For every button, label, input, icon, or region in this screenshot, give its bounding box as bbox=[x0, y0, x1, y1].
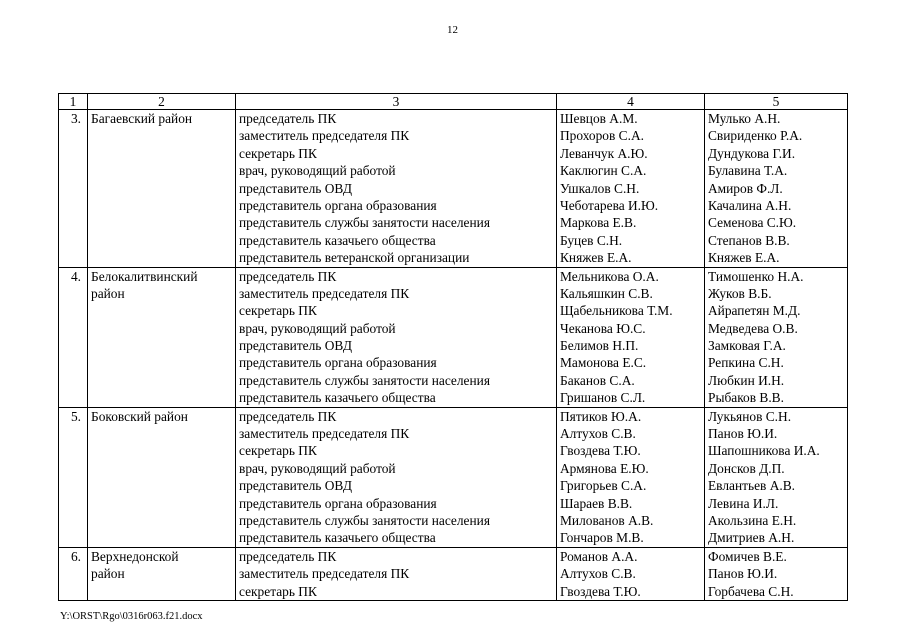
position-title: председатель ПК bbox=[239, 548, 337, 564]
commission-table bbox=[58, 93, 848, 601]
member-name: Ушкалов С.Н. bbox=[560, 180, 640, 196]
page-number: 12 bbox=[447, 24, 458, 36]
district-cell bbox=[88, 267, 236, 407]
reserve-member-name: Дмитриев А.Н. bbox=[708, 530, 795, 546]
member-name: Буцев С.Н. bbox=[560, 232, 623, 248]
member-name: Маркова Е.В. bbox=[560, 215, 637, 231]
position-title: представитель службы занятости населения bbox=[239, 512, 490, 528]
district-name: район bbox=[91, 566, 125, 582]
members-col4-cell bbox=[557, 547, 705, 600]
position-title: представитель органа образования bbox=[239, 197, 437, 213]
positions-cell bbox=[236, 547, 557, 600]
position-title: секретарь ПК bbox=[239, 583, 317, 599]
position-title: представитель службы занятости населения bbox=[239, 215, 490, 231]
district-cell bbox=[88, 407, 236, 547]
file-path-footer: Y:\ORST\Rgo\0316r063.f21.docx bbox=[60, 611, 203, 622]
member-name: Прохоров С.А. bbox=[560, 128, 644, 144]
member-name: Шараев В.В. bbox=[560, 495, 633, 511]
row-number-cell bbox=[59, 547, 88, 600]
member-name: Чеканова Ю.С. bbox=[560, 320, 646, 336]
members-col4-cell bbox=[557, 267, 705, 407]
position-title: заместитель председателя ПК bbox=[239, 285, 410, 301]
reserve-member-name: Медведева О.В. bbox=[708, 320, 798, 336]
position-title: заместитель председателя ПК bbox=[239, 426, 410, 442]
reserve-member-name: Замковая Г.А. bbox=[708, 338, 786, 354]
members-col5-cell bbox=[705, 267, 848, 407]
position-title: представитель ветеранской организации bbox=[239, 250, 470, 266]
reserve-member-name: Свириденко Р.А. bbox=[708, 128, 803, 144]
reserve-member-name: Мулько А.Н. bbox=[708, 111, 781, 126]
row-number: 4. bbox=[70, 268, 81, 284]
table-row bbox=[59, 407, 848, 547]
members-col5-cell bbox=[705, 547, 848, 600]
position-title: представитель казачьего общества bbox=[239, 390, 436, 406]
positions-cell bbox=[236, 267, 557, 407]
reserve-member-name: Жуков В.Б. bbox=[708, 285, 772, 301]
position-title: заместитель председателя ПК bbox=[239, 128, 410, 144]
position-title: представитель казачьего общества bbox=[239, 232, 436, 248]
position-title: представитель органа образования bbox=[239, 495, 437, 511]
header-cell-3: 3 bbox=[236, 94, 557, 110]
header-cell-1: 1 bbox=[59, 94, 88, 110]
position-title: врач, руководящий работой bbox=[239, 320, 396, 336]
reserve-member-name: Айрапетян М.Д. bbox=[708, 303, 801, 319]
member-name: Алтухов С.В. bbox=[560, 566, 636, 582]
members-col5-cell bbox=[705, 407, 848, 547]
member-name: Белимов Н.П. bbox=[560, 338, 639, 354]
reserve-member-name: Панов Ю.И. bbox=[708, 566, 778, 582]
table-row bbox=[59, 267, 848, 407]
member-name: Щабельникова Т.М. bbox=[560, 303, 673, 319]
table-row bbox=[59, 547, 848, 600]
district-name: Боковский район bbox=[91, 408, 188, 424]
member-name: Романов А.А. bbox=[560, 548, 638, 564]
position-title: представитель ОВД bbox=[239, 478, 352, 494]
row-number: 5. bbox=[70, 408, 81, 424]
reserve-member-name: Тимошенко Н.А. bbox=[708, 268, 804, 284]
position-title: председатель ПК bbox=[239, 408, 337, 424]
district-name: Багаевский район bbox=[91, 111, 193, 126]
district-name: район bbox=[91, 285, 125, 301]
member-name: Мамонова Е.С. bbox=[560, 355, 647, 371]
member-name: Армянова Е.Ю. bbox=[560, 460, 649, 476]
member-name: Мельникова О.А. bbox=[560, 268, 659, 284]
member-name: Каклюгин С.А. bbox=[560, 163, 647, 179]
reserve-member-name: Евлантьев А.В. bbox=[708, 478, 795, 494]
reserve-member-name: Акользина Е.Н. bbox=[708, 512, 797, 528]
reserve-member-name: Репкина С.Н. bbox=[708, 355, 784, 371]
table-header-row bbox=[59, 94, 848, 110]
reserve-member-name: Амиров Ф.Л. bbox=[708, 180, 783, 196]
member-name: Чеботарева И.Ю. bbox=[560, 197, 659, 213]
reserve-member-name: Шапошникова И.А. bbox=[708, 443, 820, 459]
positions-cell bbox=[236, 110, 557, 268]
member-name: Кальяшкин С.В. bbox=[560, 285, 653, 301]
reserve-member-name: Степанов В.В. bbox=[708, 232, 790, 248]
position-title: председатель ПК bbox=[239, 268, 337, 284]
row-number-cell bbox=[59, 407, 88, 547]
reserve-member-name: Любкин И.Н. bbox=[708, 372, 785, 388]
header-cell-4: 4 bbox=[557, 94, 705, 110]
member-name: Леванчук А.Ю. bbox=[560, 145, 648, 161]
row-number: 3. bbox=[70, 111, 81, 126]
member-name: Шевцов А.М. bbox=[560, 111, 638, 126]
position-title: председатель ПК bbox=[239, 111, 337, 126]
reserve-member-name: Левина И.Л. bbox=[708, 495, 779, 511]
reserve-member-name: Княжев Е.А. bbox=[708, 250, 780, 266]
reserve-member-name: Лукьянов С.Н. bbox=[708, 408, 792, 424]
reserve-member-name: Донсков Д.П. bbox=[708, 460, 785, 476]
member-name: Алтухов С.В. bbox=[560, 426, 636, 442]
district-cell bbox=[88, 110, 236, 268]
member-name: Гришанов С.Л. bbox=[560, 390, 646, 406]
row-number-cell bbox=[59, 110, 88, 268]
district-cell bbox=[88, 547, 236, 600]
position-title: секретарь ПК bbox=[239, 303, 317, 319]
member-name: Гвоздева Т.Ю. bbox=[560, 583, 641, 599]
member-name: Милованов А.В. bbox=[560, 512, 654, 528]
positions-cell bbox=[236, 407, 557, 547]
position-title: представитель службы занятости населения bbox=[239, 372, 490, 388]
members-col4-cell bbox=[557, 407, 705, 547]
position-title: представитель казачьего общества bbox=[239, 530, 436, 546]
reserve-member-name: Панов Ю.И. bbox=[708, 426, 778, 442]
member-name: Баканов С.А. bbox=[560, 372, 635, 388]
position-title: секретарь ПК bbox=[239, 443, 317, 459]
position-title: секретарь ПК bbox=[239, 145, 317, 161]
reserve-member-name: Булавина Т.А. bbox=[708, 163, 788, 179]
district-name: Верхнедонской bbox=[91, 548, 179, 564]
reserve-member-name: Фомичев В.Е. bbox=[708, 548, 787, 564]
table-row bbox=[59, 110, 848, 268]
member-name: Княжев Е.А. bbox=[560, 250, 632, 266]
district-name: Белокалитвинский bbox=[91, 268, 198, 284]
reserve-member-name: Дундукова Г.И. bbox=[708, 145, 796, 161]
position-title: врач, руководящий работой bbox=[239, 163, 396, 179]
position-title: заместитель председателя ПК bbox=[239, 566, 410, 582]
position-title: представитель ОВД bbox=[239, 180, 352, 196]
members-col5-cell bbox=[705, 110, 848, 268]
header-cell-2: 2 bbox=[88, 94, 236, 110]
member-name: Гончаров М.В. bbox=[560, 530, 644, 546]
reserve-member-name: Семенова С.Ю. bbox=[708, 215, 797, 231]
position-title: представитель ОВД bbox=[239, 338, 352, 354]
member-name: Пятиков Ю.А. bbox=[560, 408, 642, 424]
position-title: представитель органа образования bbox=[239, 355, 437, 371]
position-title: врач, руководящий работой bbox=[239, 460, 396, 476]
members-col4-cell bbox=[557, 110, 705, 268]
reserve-member-name: Рыбаков В.В. bbox=[708, 390, 784, 406]
header-cell-5: 5 bbox=[705, 94, 848, 110]
reserve-member-name: Горбачева С.Н. bbox=[708, 583, 794, 599]
member-name: Гвоздева Т.Ю. bbox=[560, 443, 641, 459]
row-number-cell bbox=[59, 267, 88, 407]
row-number: 6. bbox=[70, 548, 81, 564]
reserve-member-name: Качалина А.Н. bbox=[708, 197, 792, 213]
member-name: Григорьев С.А. bbox=[560, 478, 647, 494]
